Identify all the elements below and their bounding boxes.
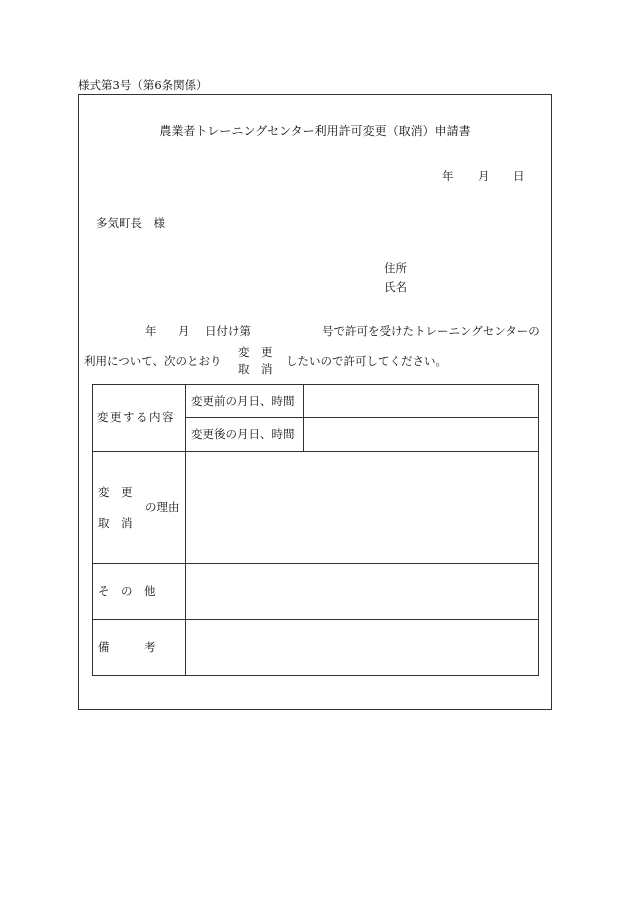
other-label: そ の 他: [98, 584, 156, 598]
remarks-field[interactable]: [192, 628, 532, 668]
reason-label-suffix: の理由: [145, 500, 180, 514]
choice-change: 変 更: [238, 345, 273, 359]
other-field[interactable]: [192, 572, 532, 612]
reason-field[interactable]: [192, 460, 532, 556]
remarks-label: 備 考: [98, 640, 156, 654]
date-year-label: 年: [442, 169, 454, 183]
date-month-label: 月: [478, 169, 490, 183]
date-day-label: 日: [513, 169, 525, 183]
before-datetime-label: 変更前の月日、時間: [191, 394, 295, 408]
choice-cancel: 取 消: [238, 362, 273, 376]
body-line2-prefix: 利用について、次のとおり: [84, 354, 222, 368]
reason-label-change: 変 更: [98, 485, 133, 499]
body-line2-suffix: したいので許可してください。: [286, 354, 447, 368]
body-year: 年: [145, 324, 157, 338]
change-content-label: 変更する内容: [97, 410, 175, 424]
addressee: 多気町長 様: [96, 216, 165, 230]
address-label: 住所: [384, 261, 407, 275]
after-datetime-label: 変更後の月日、時間: [191, 427, 295, 441]
name-label: 氏名: [384, 280, 407, 294]
body-dated-no: 日付け第: [205, 324, 251, 338]
reason-label-cancel: 取 消: [98, 516, 133, 530]
body-after-no: 号で許可を受けたトレーニングセンターの: [322, 324, 540, 338]
form-title: 農業者トレーニングセンター利用許可変更（取消）申請書: [159, 124, 471, 138]
form-number: 様式第3号（第6条関係）: [78, 78, 208, 92]
body-month: 月: [178, 324, 190, 338]
